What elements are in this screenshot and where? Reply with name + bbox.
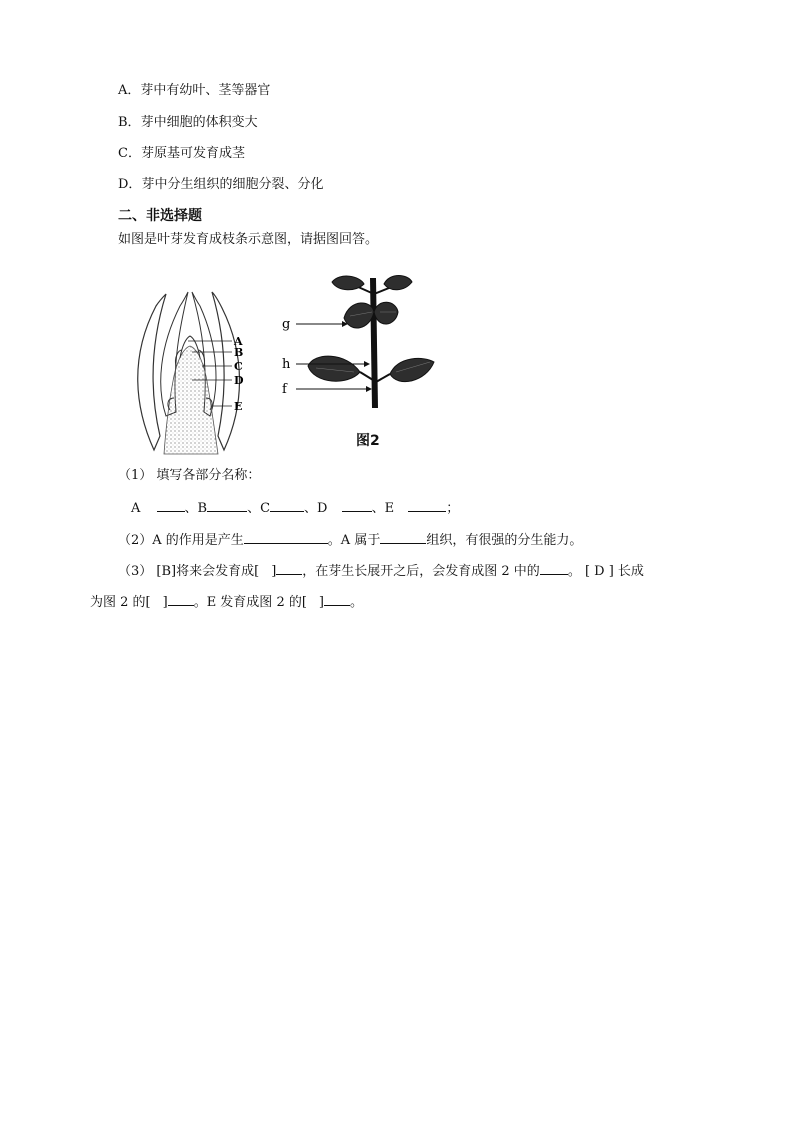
answer-blank-c[interactable] (270, 498, 304, 512)
label-f: f (282, 382, 287, 397)
answer-blank-b[interactable] (207, 498, 247, 512)
option-letter: D． (118, 177, 142, 192)
q3-text-7: 。E 发育成图 2 的[ (193, 595, 307, 610)
question-3-line1 (118, 561, 644, 581)
label-h: h (282, 357, 291, 372)
figure2-caption: 图2 (356, 433, 380, 449)
leaf-low-right (390, 358, 434, 381)
option-letter: B． (118, 115, 141, 130)
q3-text-9: 。 (350, 595, 364, 610)
leaf-mid-right (374, 302, 398, 324)
bud-axis (164, 346, 218, 454)
option-b (118, 114, 258, 132)
figure1-bud-diagram (126, 286, 256, 456)
leaf-low-left (308, 356, 360, 381)
question-3-line2 (90, 592, 363, 612)
petiole-right (376, 374, 390, 382)
question-2-part2: 。A 属于 (327, 533, 381, 548)
answer-blank-q2-tissue[interactable] (380, 530, 426, 544)
question-2-part1: （2）A 的作用是产生 (118, 533, 244, 548)
label-e: E (234, 400, 243, 413)
answer-blank-q3-3[interactable] (168, 592, 194, 606)
leaf-top-right (384, 276, 412, 290)
q3-text-3: ，在芽生长展开之后，会发育成图 2 中的 (302, 564, 540, 579)
answer-blank-q2-product[interactable] (244, 530, 328, 544)
q3-text-4: 。 [ D ] 长成 (567, 564, 644, 579)
q3-text-8: ] (318, 595, 324, 610)
intro-text: 如图是叶芽发育成枝条示意图，请据图回答。 (118, 232, 379, 247)
option-d (118, 176, 323, 194)
label-a: A (234, 335, 243, 348)
question-2 (118, 530, 582, 550)
answer-blank-q3-1[interactable] (276, 561, 302, 575)
option-letter: C． (118, 146, 141, 161)
label-d: D (234, 374, 244, 387)
arrow-h-head (364, 361, 370, 367)
petiole-left (360, 372, 373, 380)
q3-text-5: 为图 2 的[ (90, 595, 151, 610)
answer-blank-e[interactable] (408, 498, 446, 512)
label-c-text: 、C (247, 501, 271, 516)
question-1 (118, 467, 260, 485)
q3-text-1: （3） [B]将来会发育成[ (118, 564, 260, 579)
label-b: B (234, 346, 244, 359)
option-letter: A． (118, 83, 141, 98)
section-heading: 二、非选择题 (118, 208, 202, 224)
question-2-part3: 组织，有很强的分生能力。 (426, 533, 583, 548)
answer-blank-d[interactable] (342, 498, 372, 512)
figure2-branch-diagram (280, 268, 440, 456)
leaf-mid-left (344, 303, 374, 328)
answer-blank-q3-2[interactable] (540, 561, 568, 575)
q3-text-2: ] (271, 564, 277, 579)
label-e-text: 、E (371, 501, 395, 516)
arrow-f-head (366, 386, 372, 392)
outer-leaf-left (138, 294, 166, 450)
answer-blank-q3-4[interactable] (324, 592, 350, 606)
label-d-text: 、D (304, 501, 328, 516)
label-c: C (234, 360, 243, 373)
stem (373, 278, 375, 408)
question-1-answers (131, 498, 459, 518)
option-text: 芽中分生组织的细胞分裂、分化 (141, 177, 324, 192)
label-a-text: A (131, 501, 141, 516)
question-1-text: （1） 填写各部分名称： (118, 468, 261, 483)
option-text: 芽中细胞的体积变大 (140, 115, 258, 130)
option-a (118, 82, 270, 100)
leaf-top-left (332, 276, 364, 290)
option-text: 芽原基可发育成茎 (140, 146, 245, 161)
answer-blank-a[interactable] (157, 498, 185, 512)
label-g: g (282, 317, 291, 332)
q3-text-6: ] (162, 595, 168, 610)
end-mark: ； (446, 501, 460, 516)
option-text: 芽中有幼叶、茎等器官 (140, 83, 271, 98)
option-c (118, 145, 245, 163)
label-b-text: 、B (184, 501, 208, 516)
